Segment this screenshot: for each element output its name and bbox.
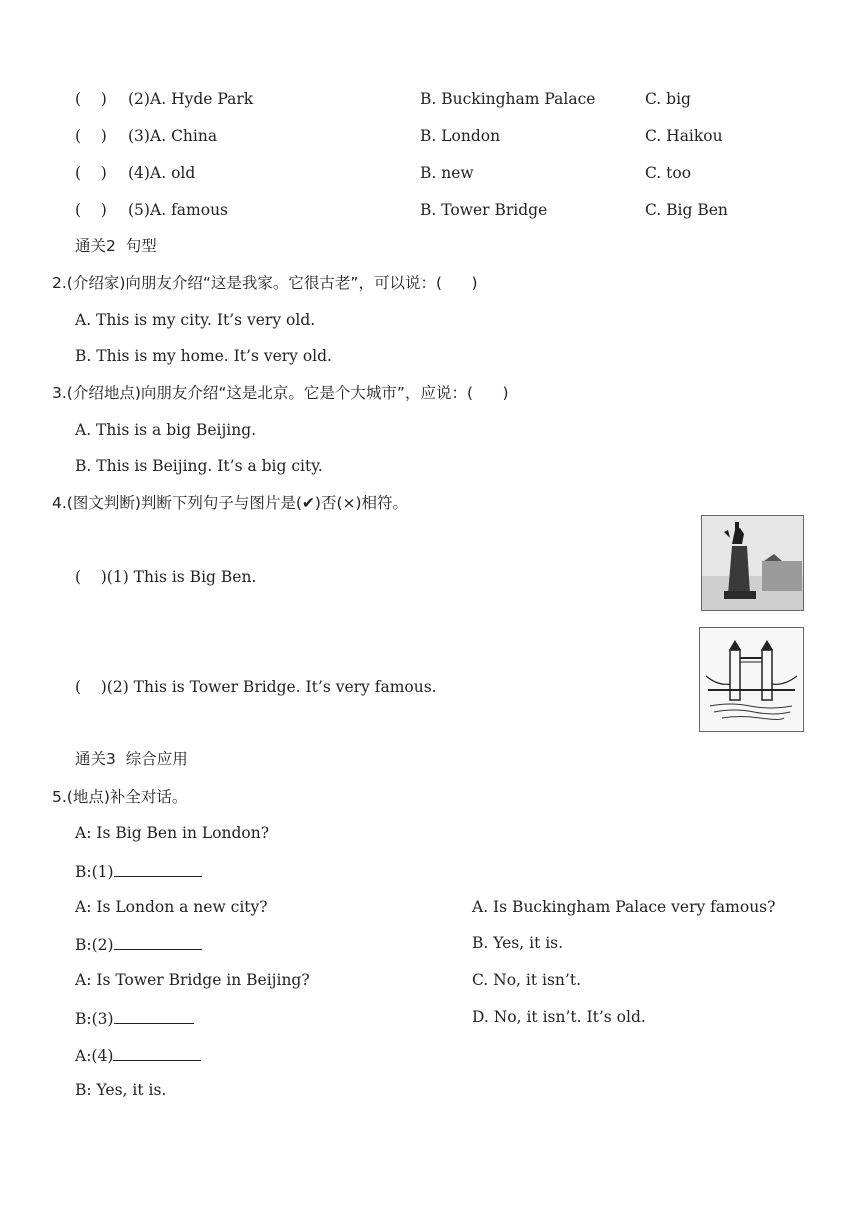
answer-blank[interactable] <box>113 1044 201 1061</box>
option-b[interactable]: B. new <box>420 164 474 182</box>
option-c[interactable]: C. too <box>645 164 692 182</box>
question-4-item-2[interactable]: ( )(2) This is Tower Bridge. It’s very famous. <box>75 678 437 696</box>
tower-bridge-sketch <box>699 627 804 732</box>
question-4-stem: 4.(图文判断)判断下列句子与图片是(✔)否(×)相符。 <box>52 494 409 512</box>
answer-blank[interactable] <box>114 1007 194 1024</box>
option-a[interactable]: A. famous <box>150 201 229 219</box>
question-5-stem: 5.(地点)补全对话。 <box>52 788 188 806</box>
section-title: 通关2 句型 <box>75 237 157 255</box>
option-b[interactable]: B. London <box>420 127 501 145</box>
question-3-stem: 3.(介绍地点)向朋友介绍“这是北京。它是个大城市”，应说：( ) <box>52 384 509 402</box>
answer-bracket[interactable]: ( ) <box>75 201 107 219</box>
option-b[interactable]: B. Tower Bridge <box>420 201 548 219</box>
statue-landmark-photo <box>701 515 804 611</box>
dialogue-line: A:(4) <box>75 1044 201 1066</box>
option-a[interactable]: A. old <box>150 164 196 182</box>
dialogue-line: B:(2) <box>75 933 202 955</box>
question-3-option-b[interactable]: B. This is Beijing. It’s a big city. <box>75 457 323 475</box>
dialogue-option[interactable]: D. No, it isn’t. It’s old. <box>472 1008 646 1026</box>
dialogue-option[interactable]: B. Yes, it is. <box>472 934 564 952</box>
dialogue-line: B:(1) <box>75 860 202 882</box>
option-c[interactable]: C. Big Ben <box>645 201 728 219</box>
question-2-option-a[interactable]: A. This is my city. It’s very old. <box>75 311 316 329</box>
option-a[interactable]: A. China <box>150 127 218 145</box>
question-number: (3) <box>128 127 150 145</box>
answer-bracket[interactable]: ( ) <box>75 164 107 182</box>
dialogue-option[interactable]: A. Is Buckingham Palace very famous? <box>472 898 776 916</box>
dialogue-line: B: Yes, it is. <box>75 1081 167 1099</box>
question-2-stem: 2.(介绍家)向朋友介绍“这是我家。它很古老”，可以说：( ) <box>52 274 478 292</box>
option-b[interactable]: B. Buckingham Palace <box>420 90 596 108</box>
answer-blank[interactable] <box>114 860 202 877</box>
answer-bracket[interactable]: ( ) <box>75 127 107 145</box>
question-number: (4) <box>128 164 150 182</box>
question-2-option-b[interactable]: B. This is my home. It’s very old. <box>75 347 332 365</box>
answer-bracket[interactable]: ( ) <box>75 90 107 108</box>
question-number: (5) <box>128 201 150 219</box>
option-c[interactable]: C. Haikou <box>645 127 723 145</box>
option-a[interactable]: A. Hyde Park <box>150 90 254 108</box>
section-title: 通关3 综合应用 <box>75 750 188 768</box>
question-number: (2) <box>128 90 150 108</box>
answer-blank[interactable] <box>114 933 202 950</box>
question-4-item-1[interactable]: ( )(1) This is Big Ben. <box>75 568 257 586</box>
dialogue-line: A: Is London a new city? <box>75 898 268 916</box>
dialogue-option[interactable]: C. No, it isn’t. <box>472 971 581 989</box>
dialogue-line: A: Is Tower Bridge in Beijing? <box>75 971 310 989</box>
option-c[interactable]: C. big <box>645 90 691 108</box>
dialogue-line: A: Is Big Ben in London? <box>75 824 270 842</box>
question-3-option-a[interactable]: A. This is a big Beijing. <box>75 421 257 439</box>
dialogue-line: B:(3) <box>75 1007 194 1029</box>
